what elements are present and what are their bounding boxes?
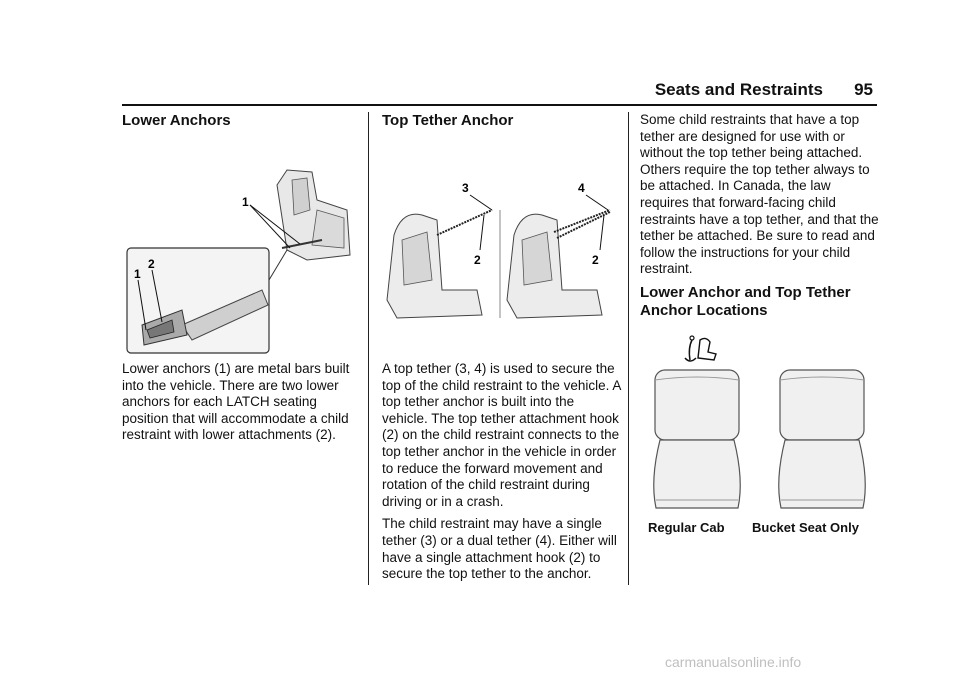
seat-labels xyxy=(640,520,880,540)
section-title: Seats and Restraints xyxy=(654,80,823,99)
column-anchor-locations xyxy=(640,112,880,540)
regular-cab-label: Regular Cab xyxy=(648,519,725,535)
callout-1-label: 1 xyxy=(242,195,249,209)
watermark: carmanualsonline.info xyxy=(665,654,802,670)
left-callout-2: 2 xyxy=(474,253,481,267)
lower-anchors-illustration xyxy=(122,140,357,355)
column-divider xyxy=(368,112,369,585)
right-callout-4: 4 xyxy=(578,181,585,195)
header-rule xyxy=(122,104,877,106)
top-tether-illustration xyxy=(382,140,622,355)
lower-anchors-heading: Lower Anchors xyxy=(122,112,231,129)
right-callout-2: 2 xyxy=(592,253,599,267)
column-lower-anchors xyxy=(122,112,357,450)
column-divider xyxy=(628,112,629,585)
top-tether-paragraph-1: A top tether (3, 4) is used to secure the top of the child restraint to the vehicle. A top tether anchor is built into the vehicle. The top tether attachment hook (2) on the child restraint connects to the top tether anchor in the vehicle in order to reduce the forward movement and rotation of the child restraint during driving or in a crash. xyxy=(382,361,621,509)
bucket-seat xyxy=(779,370,866,508)
callout-2-label: 2 xyxy=(148,257,155,271)
top-tether-paragraph-2: The child restraint may have a single tether (3) or a dual tether (4). Either will have a single attachment hook (2) to secure the top tether to the anchor. xyxy=(382,516,617,582)
page-number: 95 xyxy=(854,80,873,99)
tether-requirements-paragraph: Some child restraints that have a top tether are designed for use with or without the top tether being attached. Others require the top tether always to be attached. In Canada, the law requires that forward-facing child restraints have a top tether, and that the tether be attached. Be sure to read and follow the instructions for your child restraint. xyxy=(640,112,879,277)
left-callout-3: 3 xyxy=(462,181,469,195)
anchor-locations-illustration xyxy=(640,330,880,520)
inset-callout-1-label: 1 xyxy=(134,267,141,281)
lower-anchors-paragraph: Lower anchors (1) are metal bars built into the vehicle. There are two lower anchors for each LATCH seating position that will accommodate a child restraint with lower attachments (2). xyxy=(122,361,350,443)
anchor-locations-heading: Lower Anchor and Top Tether Anchor Locations xyxy=(640,283,851,319)
page-header xyxy=(122,80,877,106)
bucket-seat-only-label: Bucket Seat Only xyxy=(752,519,859,535)
regular-cab-seat xyxy=(654,370,741,508)
tether-anchor-icon xyxy=(685,336,716,361)
top-tether-heading: Top Tether Anchor xyxy=(382,112,514,129)
column-top-tether xyxy=(382,112,622,589)
